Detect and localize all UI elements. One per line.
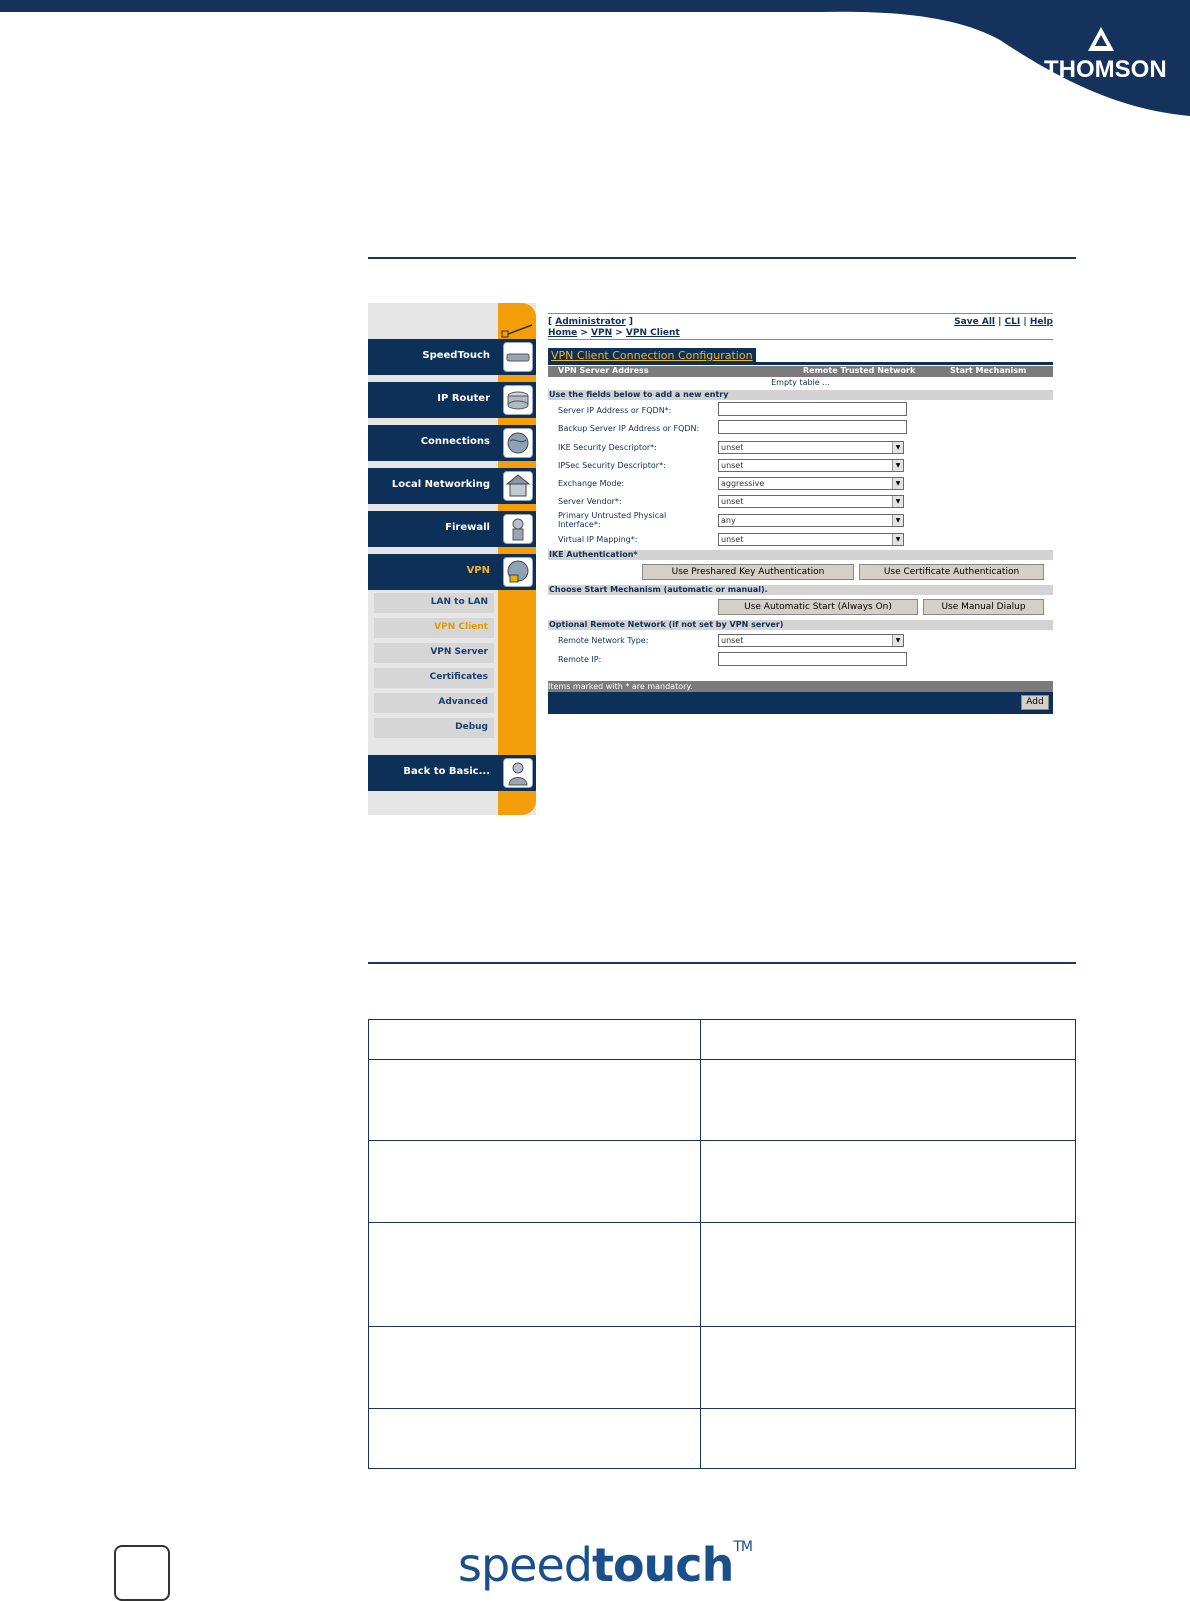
nav-subitem-label: Advanced: [438, 697, 488, 707]
dropdown-arrow-icon: ▼: [892, 460, 903, 471]
nav-item-speedtouch[interactable]: [368, 339, 536, 375]
speedtouch-footer-logo: [458, 1538, 752, 1592]
nav-item-label: Firewall: [445, 522, 490, 533]
help-link[interactable]: Help: [1029, 317, 1053, 327]
ipsec-descriptor-select[interactable]: [718, 459, 904, 472]
nav-item-label: VPN: [466, 565, 490, 576]
top-links: Save All | CLI | Help: [954, 317, 1053, 327]
nav-subitem-label: Certificates: [429, 672, 488, 682]
side-navigation: [368, 303, 536, 815]
page-number-box: [114, 1545, 170, 1601]
primary-interface-select[interactable]: [718, 514, 904, 527]
column-vpn-server-address[interactable]: VPN Server Address: [558, 366, 649, 375]
nav-collapse-icon[interactable]: [500, 317, 534, 341]
table-cell: [369, 1060, 701, 1141]
remote-ip-label: Remote IP:: [558, 655, 602, 664]
table-cell: [701, 1141, 1076, 1223]
table-cell: [369, 1020, 701, 1060]
nav-item-label: Connections: [420, 436, 490, 447]
nav-item-label: IP Router: [437, 393, 490, 404]
column-start-mechanism[interactable]: Start Mechanism: [950, 366, 1027, 375]
brand-light-text: speed: [458, 1538, 592, 1592]
nav-subitem-vpn-client[interactable]: [374, 618, 494, 638]
form-footer-bar: [548, 692, 1053, 714]
select-value: unset: [721, 636, 744, 645]
nav-subitem-label: VPN Client: [434, 622, 488, 632]
primary-interface-label-line1: Primary Untrusted Physical: [558, 511, 667, 520]
server-ip-label: Server IP Address or FQDN*:: [558, 406, 672, 415]
brand-bold-text: touch: [591, 1538, 734, 1592]
user-icon: [503, 758, 533, 788]
virtual-ip-label: Virtual IP Mapping*:: [558, 535, 638, 544]
breadcrumb: Home > VPN > VPN Client: [548, 328, 680, 338]
title-underline: [548, 362, 1053, 365]
nav-subitem-label: LAN to LAN: [430, 597, 488, 607]
save-all-link[interactable]: Save All: [954, 317, 995, 327]
table-row: [369, 1223, 1076, 1327]
breadcrumb-vpn-client[interactable]: VPN Client: [625, 328, 680, 338]
ike-descriptor-select[interactable]: [718, 441, 904, 454]
nav-subitem-vpn-server[interactable]: [374, 643, 494, 663]
backup-server-label: Backup Server IP Address or FQDN:: [558, 424, 700, 433]
empty-table-text: Empty table ...: [771, 378, 830, 387]
nav-item-firewall[interactable]: [368, 511, 536, 547]
server-vendor-select[interactable]: [718, 495, 904, 508]
preshared-key-auth-button[interactable]: Use Preshared Key Authentication: [642, 564, 854, 580]
select-value: unset: [721, 535, 744, 544]
section-rule-top: [368, 257, 1076, 259]
dropdown-arrow-icon: ▼: [892, 442, 903, 453]
nav-subitem-lan-to-lan[interactable]: [374, 593, 494, 613]
router-icon: [503, 385, 533, 415]
parameter-table: [368, 1019, 1076, 1469]
server-ip-input[interactable]: [718, 402, 907, 416]
nav-item-connections[interactable]: [368, 425, 536, 461]
ike-descriptor-label: IKE Security Descriptor*:: [558, 443, 657, 452]
cli-link[interactable]: CLI: [1004, 317, 1021, 327]
remote-network-type-label: Remote Network Type:: [558, 636, 649, 645]
select-value: aggressive: [721, 479, 765, 488]
table-cell: [701, 1020, 1076, 1060]
router-ui-screenshot: [368, 303, 1053, 815]
select-value: any: [721, 516, 736, 525]
select-value: unset: [721, 461, 744, 470]
nav-item-ip-router[interactable]: [368, 382, 536, 418]
mandatory-note: Items marked with * are mandatory.: [548, 681, 1053, 692]
section-rule-bottom: [368, 962, 1076, 964]
dropdown-arrow-icon: ▼: [892, 478, 903, 489]
manual-dialup-button[interactable]: Use Manual Dialup: [923, 599, 1044, 615]
server-vendor-label: Server Vendor*:: [558, 497, 622, 506]
dropdown-arrow-icon: ▼: [892, 635, 903, 646]
table-cell: [701, 1327, 1076, 1409]
brand-name: THOMSON: [1044, 56, 1167, 83]
select-value: unset: [721, 497, 744, 506]
nav-item-label: Back to Basic...: [403, 766, 490, 777]
dropdown-arrow-icon: ▼: [892, 534, 903, 545]
table-row: [369, 1141, 1076, 1223]
primary-interface-label-line2: Interface*:: [558, 520, 601, 529]
table-cell: [701, 1060, 1076, 1141]
automatic-start-button[interactable]: Use Automatic Start (Always On): [718, 599, 918, 615]
connection-table-header: [548, 366, 1053, 377]
nav-item-back-to-basic[interactable]: [368, 755, 536, 791]
table-row: [369, 1060, 1076, 1141]
page-title: VPN Client Connection Configuration: [548, 348, 756, 363]
house-network-icon: [503, 471, 533, 501]
nav-subitem-certificates[interactable]: [374, 668, 494, 688]
nav-item-label: Local Networking: [391, 479, 490, 490]
header-banner: [0, 0, 1190, 120]
select-value: unset: [721, 443, 744, 452]
nav-subitem-advanced[interactable]: [374, 693, 494, 713]
table-cell: [369, 1223, 701, 1327]
table-cell: [369, 1409, 701, 1469]
remote-ip-input[interactable]: [718, 652, 907, 666]
virtual-ip-select[interactable]: [718, 533, 904, 546]
exchange-mode-label: Exchange Mode:: [558, 479, 625, 488]
exchange-mode-select[interactable]: [718, 477, 904, 490]
table-row: [369, 1327, 1076, 1409]
trademark-mark: TM: [733, 1538, 752, 1555]
user-link-administrator[interactable]: Administrator: [555, 317, 626, 327]
table-cell: [701, 1409, 1076, 1469]
table-row: [369, 1020, 1076, 1060]
add-entry-section-header: Use the fields below to add a new entry: [548, 390, 1053, 400]
thomson-logo-icon: [1086, 26, 1116, 54]
dropdown-arrow-icon: ▼: [892, 496, 903, 507]
certificate-auth-button[interactable]: Use Certificate Authentication: [859, 564, 1044, 580]
backup-server-input[interactable]: [718, 420, 907, 434]
globe-icon: [503, 428, 533, 458]
nav-item-vpn[interactable]: [368, 554, 536, 590]
table-row: [369, 1409, 1076, 1469]
vpn-globe-lock-icon: [503, 557, 533, 587]
nav-subitem-debug[interactable]: [374, 718, 494, 738]
dropdown-arrow-icon: ▼: [892, 515, 903, 526]
breadcrumb-vpn[interactable]: VPN: [591, 328, 613, 338]
table-cell: [369, 1327, 701, 1409]
add-button[interactable]: Add: [1021, 695, 1049, 710]
nav-item-local-networking[interactable]: [368, 468, 536, 504]
content-panel: [548, 303, 1053, 815]
modem-icon: [503, 342, 533, 372]
user-bar: [ Administrator ]: [548, 317, 633, 327]
breadcrumb-home[interactable]: Home: [548, 328, 578, 338]
header-bottom-rule: [548, 339, 1053, 340]
table-cell: [369, 1141, 701, 1223]
nav-subitem-label: Debug: [455, 722, 488, 732]
column-remote-trusted-network[interactable]: Remote Trusted Network: [803, 366, 916, 375]
ike-auth-section-header: IKE Authentication*: [548, 550, 1053, 560]
start-mechanism-section-header: Choose Start Mechanism (automatic or manual).: [548, 585, 1053, 595]
firewall-icon: [503, 514, 533, 544]
table-cell: [701, 1223, 1076, 1327]
nav-subitem-label: VPN Server: [430, 647, 488, 657]
ipsec-descriptor-label: IPSec Security Descriptor*:: [558, 461, 666, 470]
nav-item-label: SpeedTouch: [422, 350, 490, 361]
remote-network-type-select[interactable]: [718, 634, 904, 647]
remote-network-section-header: Optional Remote Network (if not set by VPN server): [548, 620, 1053, 630]
header-top-rule: [548, 313, 1053, 314]
